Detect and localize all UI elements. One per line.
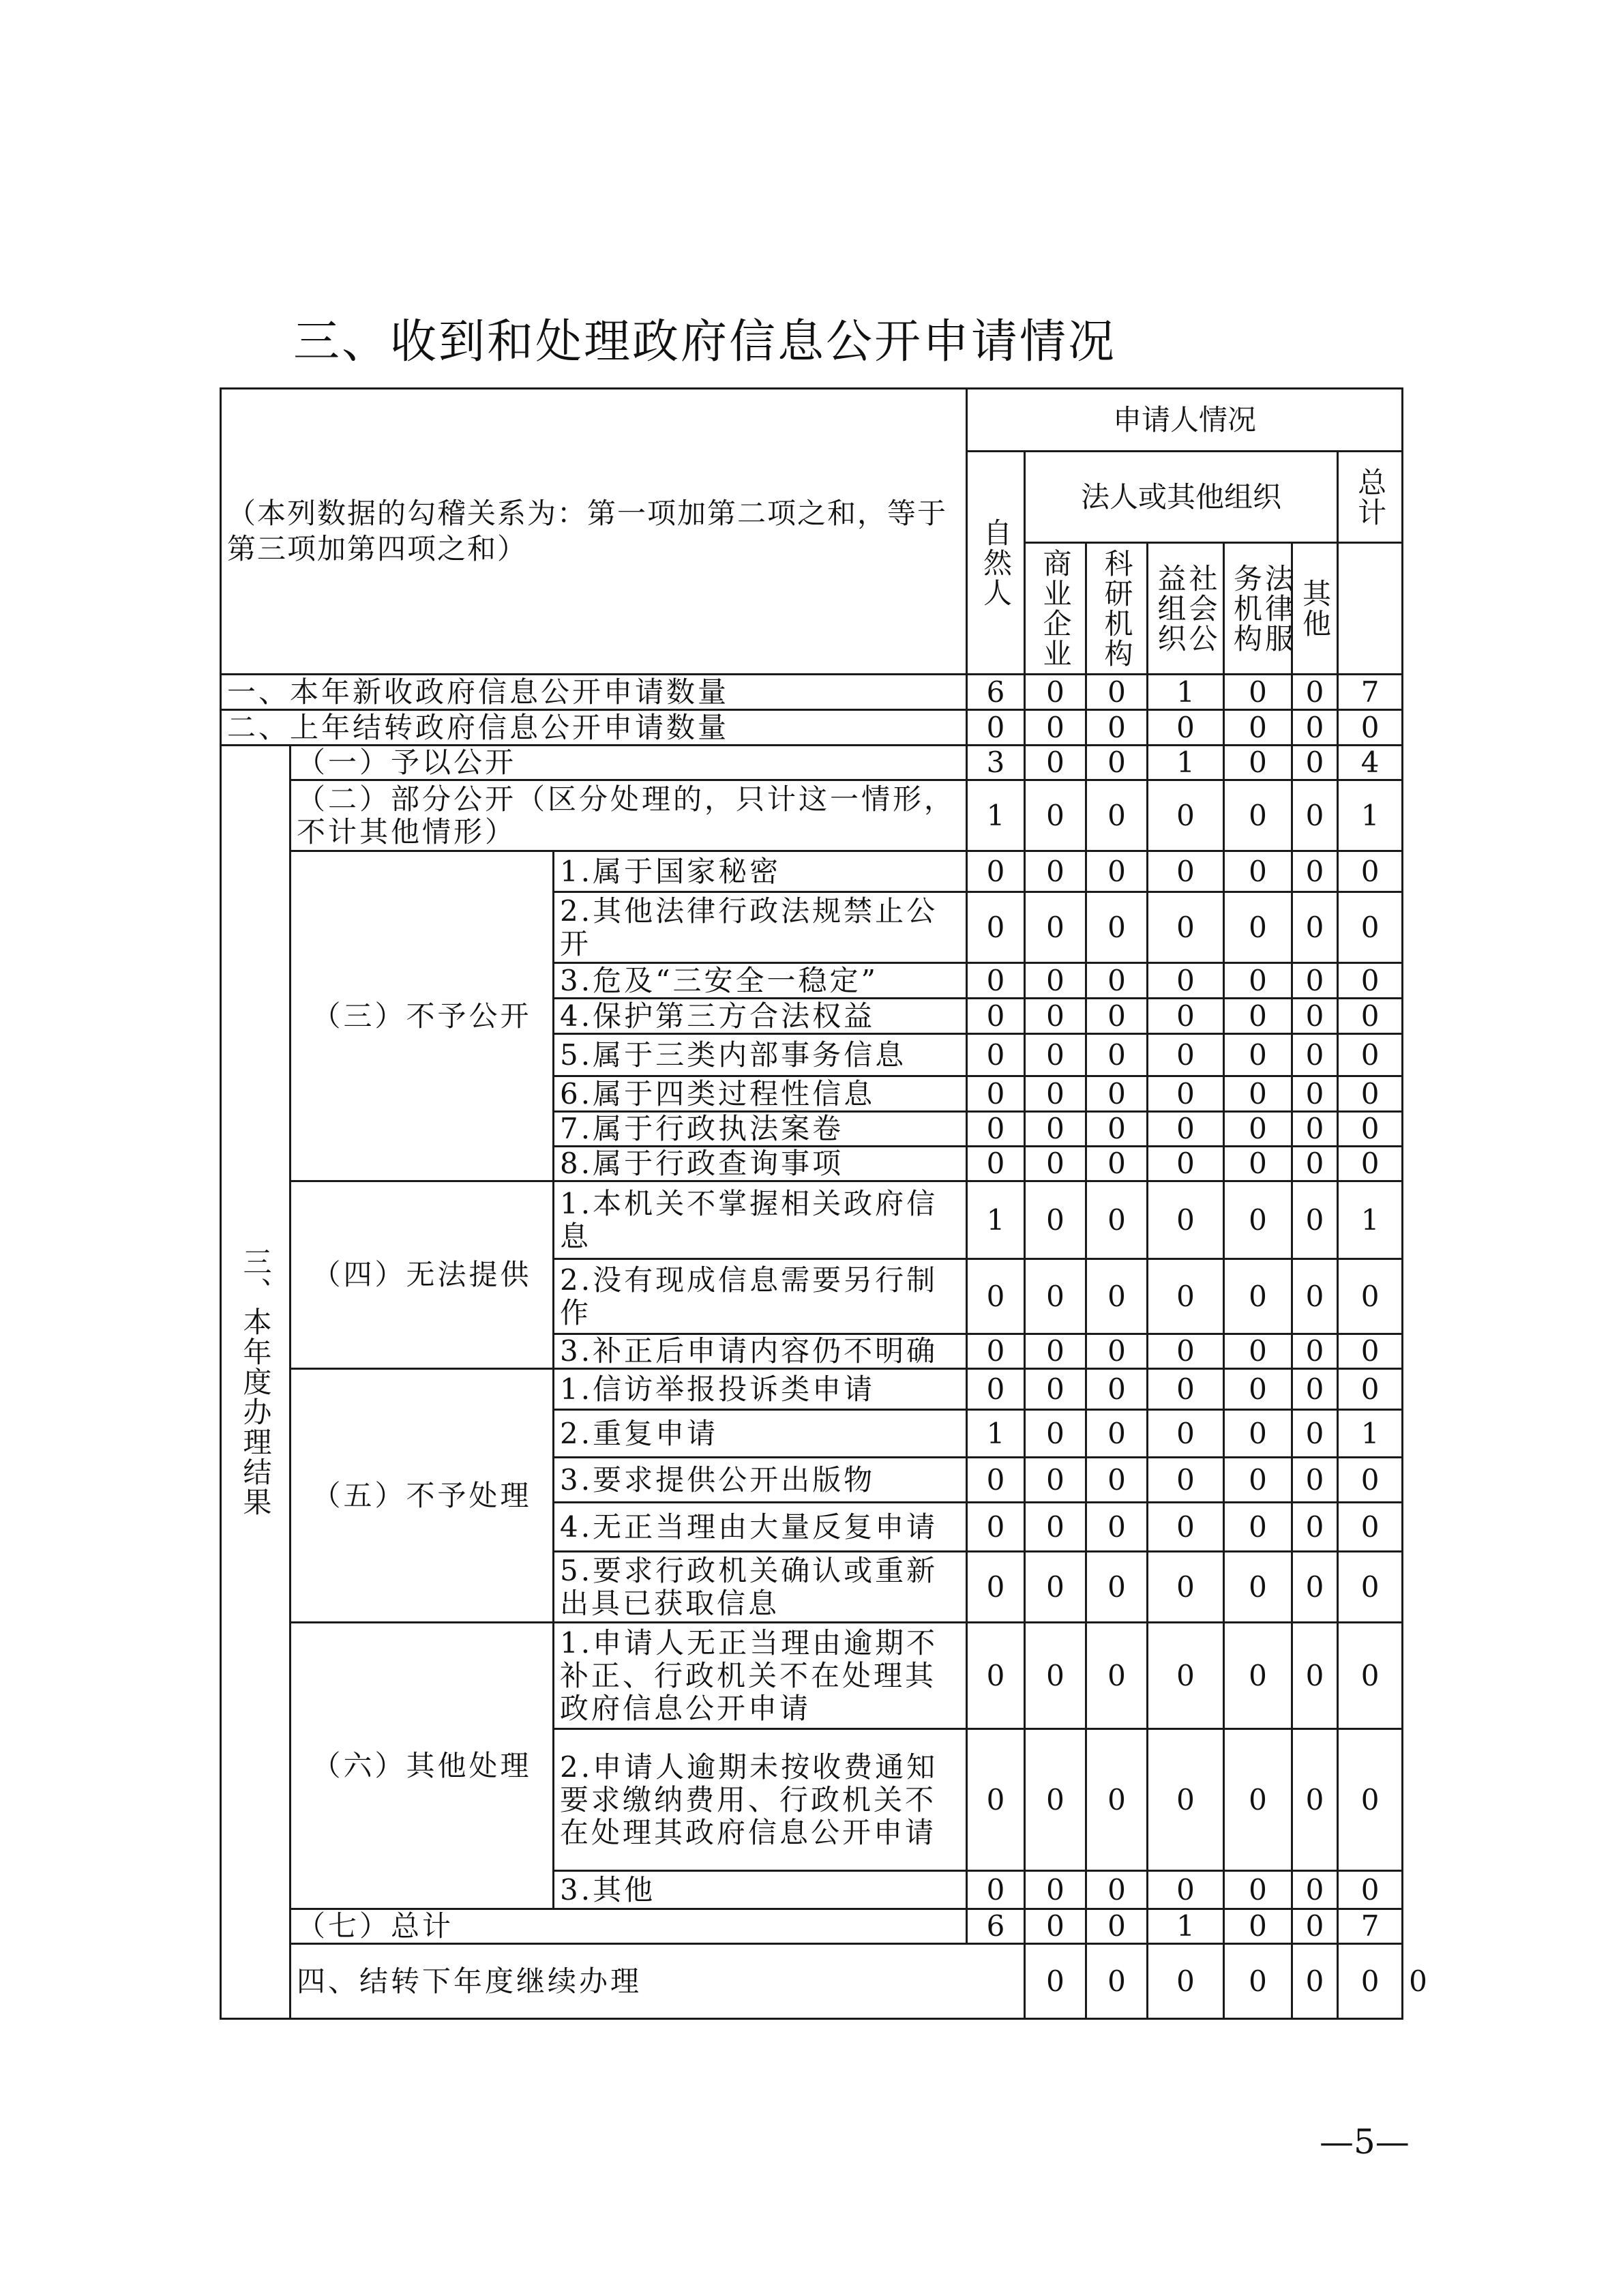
header-research: 科研机构 — [1086, 543, 1148, 675]
row-label: 2.没有现成信息需要另行制作 — [554, 1259, 967, 1334]
table-row: 四、结转下年度继续办理 0 0 0 0 0 0 0 — [221, 1944, 1403, 2019]
row-label: （一）予以公开 — [291, 746, 967, 780]
cell-value: 0 — [1338, 1147, 1403, 1181]
cell-value: 0 — [1025, 999, 1086, 1034]
cell-value: 1 — [1338, 780, 1403, 851]
header-social-welfare: 社会公益组织 — [1148, 543, 1224, 675]
cell-value: 1 — [1148, 1909, 1224, 1944]
cell-value: 0 — [1148, 1181, 1224, 1259]
section-3-label: 三、本年度办理结果 — [221, 746, 291, 2019]
row-label: 5.要求行政机关确认或重新出具已获取信息 — [554, 1552, 967, 1623]
row-label: 1.属于国家秘密 — [554, 851, 967, 892]
cell-value: 0 — [1148, 999, 1224, 1034]
cell-value: 0 — [1025, 1458, 1086, 1503]
cell-value: 0 — [1292, 1944, 1338, 2019]
cell-value: 0 — [1224, 851, 1292, 892]
page-number: —5— — [1320, 2122, 1410, 2162]
cell-value: 0 — [1224, 1034, 1292, 1076]
cell-value: 0 — [1224, 1623, 1292, 1729]
cell-value: 0 — [1086, 1729, 1148, 1871]
cell-value: 0 — [1292, 1909, 1338, 1944]
cell-value: 0 — [1025, 1410, 1086, 1458]
cell-value: 0 — [1148, 1458, 1224, 1503]
cell-value: 0 — [967, 1871, 1025, 1909]
cell-value: 0 — [1086, 1909, 1148, 1944]
cell-value: 0 — [1148, 710, 1224, 746]
cell-value: 0 — [1025, 1259, 1086, 1334]
cell-value: 0 — [1292, 1729, 1338, 1871]
cell-value: 0 — [1338, 963, 1403, 999]
cell-value: 0 — [1224, 1410, 1292, 1458]
cell-value: 0 — [1224, 1112, 1292, 1147]
cell-value: 0 — [967, 1552, 1025, 1623]
cell-value: 0 — [1292, 1623, 1338, 1729]
cell-value: 0 — [1292, 1410, 1338, 1458]
category-label: （三）不予公开 — [291, 851, 554, 1181]
row-label: （七）总计 — [291, 1909, 967, 1944]
cell-value: 0 — [967, 892, 1025, 963]
cell-value: 0 — [967, 1503, 1025, 1552]
cell-value: 0 — [1025, 1944, 1086, 2019]
cell-value: 0 — [1338, 1871, 1403, 1909]
cell-value: 0 — [1292, 851, 1338, 892]
cell-value: 0 — [1224, 1729, 1292, 1871]
cell-value: 0 — [1025, 963, 1086, 999]
cell-value: 0 — [1224, 675, 1292, 710]
row-label: 7.属于行政执法案卷 — [554, 1112, 967, 1147]
cell-value: 0 — [1292, 1369, 1338, 1410]
cell-value: 0 — [967, 1729, 1025, 1871]
cell-value: 0 — [1292, 1112, 1338, 1147]
cell-value: 7 — [1338, 675, 1403, 710]
cell-value: 0 — [1148, 892, 1224, 963]
cell-value: 0 — [1025, 1909, 1086, 1944]
cell-value: 0 — [1338, 1552, 1403, 1623]
table-row — [221, 780, 1403, 851]
cell-value: 0 — [1292, 675, 1338, 710]
cell-value: 0 — [1086, 851, 1148, 892]
cell-value: 0 — [967, 1458, 1025, 1503]
cell-value: 0 — [1148, 780, 1224, 851]
cell-value: 0 — [967, 710, 1025, 746]
cell-value: 0 — [1086, 963, 1148, 999]
cell-value: 0 — [1338, 1944, 1403, 2019]
cell-value: 0 — [1025, 1369, 1086, 1410]
row-label: 1.信访举报投诉类申请 — [554, 1369, 967, 1410]
cell-value: 0 — [1086, 1181, 1148, 1259]
row-label: 3.其他 — [554, 1871, 967, 1909]
cell-value: 0 — [1148, 851, 1224, 892]
cell-value: 0 — [1292, 1334, 1338, 1369]
cell-value: 0 — [1224, 1871, 1292, 1909]
cell-value: 0 — [1025, 1552, 1086, 1623]
cell-value: 0 — [1025, 1147, 1086, 1181]
cell-value: 0 — [1148, 1623, 1224, 1729]
cell-value: 0 — [967, 1034, 1025, 1076]
cell-value: 0 — [1292, 1259, 1338, 1334]
cell-value: 0 — [1086, 1503, 1148, 1552]
row-label: 5.属于三类内部事务信息 — [554, 1034, 967, 1076]
cell-value: 0 — [1292, 1076, 1338, 1112]
cell-value: 0 — [967, 1076, 1025, 1112]
cell-value: 1 — [1338, 1410, 1403, 1458]
cell-value: 0 — [1338, 1369, 1403, 1410]
cell-value: 1 — [967, 1410, 1025, 1458]
cell-value: 1 — [1148, 675, 1224, 710]
row-label: 一、本年新收政府信息公开申请数量 — [221, 675, 967, 710]
cell-value: 0 — [1148, 963, 1224, 999]
cell-value: 0 — [1292, 892, 1338, 963]
header-applicant: 申请人情况 — [967, 389, 1403, 452]
cell-value: 0 — [1224, 1181, 1292, 1259]
category-label: （六）其他处理 — [291, 1623, 554, 1909]
cell-value: 0 — [967, 1147, 1025, 1181]
cell-value: 0 — [1292, 780, 1338, 851]
cell-value: 0 — [1224, 710, 1292, 746]
cell-value: 0 — [1224, 1458, 1292, 1503]
cell-value: 0 — [1292, 1147, 1338, 1181]
cell-value: 1 — [967, 780, 1025, 851]
cell-value: 3 — [967, 746, 1025, 780]
cell-value: 0 — [1338, 1076, 1403, 1112]
cell-value: 0 — [1086, 1034, 1148, 1076]
cell-value: 0 — [1338, 1623, 1403, 1729]
header-other: 其他 — [1292, 543, 1338, 675]
cell-value: 0 — [967, 851, 1025, 892]
cell-value: 0 — [967, 1623, 1025, 1729]
disclosure-table — [220, 387, 1427, 2020]
row-label: 2.重复申请 — [554, 1410, 967, 1458]
cell-value: 0 — [1224, 892, 1292, 963]
cell-value: 0 — [1086, 892, 1148, 963]
table-row — [221, 1909, 1403, 1944]
cell-value: 0 — [1025, 1871, 1086, 1909]
cell-value: 0 — [1224, 780, 1292, 851]
cell-value: 0 — [1086, 1076, 1148, 1112]
cell-value: 0 — [1224, 1076, 1292, 1112]
cell-value: 0 — [1086, 675, 1148, 710]
cell-value: 0 — [1025, 1503, 1086, 1552]
row-label: 2.其他法律行政法规禁止公开 — [554, 892, 967, 963]
cell-value: 0 — [1025, 1623, 1086, 1729]
cell-value: 0 — [1086, 1259, 1148, 1334]
cell-value: 0 — [967, 1259, 1025, 1334]
table-row — [221, 675, 1403, 710]
row-label: 4.无正当理由大量反复申请 — [554, 1503, 967, 1552]
cell-value: 0 — [1292, 963, 1338, 999]
cell-value: 0 — [1148, 1259, 1224, 1334]
cell-value: 0 — [1086, 999, 1148, 1034]
cell-value: 0 — [1086, 1552, 1148, 1623]
cell-value: 1 — [967, 1181, 1025, 1259]
row-label: （二）部分公开（区分处理的，只计这一情形，不计其他情形） — [291, 780, 967, 851]
row-label: 4.保护第三方合法权益 — [554, 999, 967, 1034]
cell-value: 0 — [1148, 1729, 1224, 1871]
cell-value: 0 — [1148, 1552, 1224, 1623]
cell-value: 0 — [1224, 1552, 1292, 1623]
cell-value: 0 — [1224, 746, 1292, 780]
header-note: （本列数据的勾稽关系为：第一项加第二项之和，等于第三项加第四项之和） — [221, 389, 967, 675]
cell-value: 0 — [1338, 710, 1403, 746]
cell-value: 0 — [1292, 1552, 1338, 1623]
cell-value: 0 — [1338, 1334, 1403, 1369]
category-label: （五）不予处理 — [291, 1369, 554, 1623]
row-label: 6.属于四类过程性信息 — [554, 1076, 967, 1112]
row-label: 1.本机关不掌握相关政府信息 — [554, 1181, 967, 1259]
cell-value: 0 — [1148, 1112, 1224, 1147]
cell-value: 0 — [967, 1369, 1025, 1410]
cell-value: 0 — [1338, 851, 1403, 892]
cell-value: 0 — [1086, 1334, 1148, 1369]
cell-value: 0 — [1025, 851, 1086, 892]
cell-value: 0 — [1025, 746, 1086, 780]
cell-value: 0 — [1224, 963, 1292, 999]
cell-value: 0 — [1086, 780, 1148, 851]
row-label: 3.要求提供公开出版物 — [554, 1458, 967, 1503]
header-legal-service: 法律服务机构 — [1224, 543, 1292, 675]
cell-value: 0 — [1292, 1458, 1338, 1503]
cell-value: 7 — [1338, 1909, 1403, 1944]
cell-value: 6 — [967, 675, 1025, 710]
row-label: 3.补正后申请内容仍不明确 — [554, 1334, 967, 1369]
cell-value: 0 — [1025, 1112, 1086, 1147]
row-label: 四、结转下年度继续办理 — [291, 1944, 1025, 2019]
table-row — [221, 1369, 1403, 1410]
cell-value: 0 — [1025, 892, 1086, 963]
header-blank — [1338, 543, 1403, 675]
cell-value: 1 — [1148, 746, 1224, 780]
cell-value: 0 — [1224, 1909, 1292, 1944]
cell-value: 0 — [1086, 1944, 1148, 2019]
cell-value: 0 — [1148, 1944, 1224, 2019]
cell-value: 0 — [1148, 1076, 1224, 1112]
cell-value: 0 — [1148, 1369, 1224, 1410]
cell-value: 0 — [1025, 1729, 1086, 1871]
cell-value: 0 — [1338, 892, 1403, 963]
table-row — [221, 746, 1403, 780]
cell-value: 0 — [1224, 999, 1292, 1034]
cell-value: 0 — [1338, 1034, 1403, 1076]
cell-value: 0 — [1224, 1369, 1292, 1410]
cell-value: 0 — [1086, 1458, 1148, 1503]
cell-value: 0 — [1148, 1871, 1224, 1909]
cell-value: 0 — [1338, 1503, 1403, 1552]
header-legal-entity-group: 法人或其他组织 — [1025, 452, 1338, 543]
cell-value: 0 — [1224, 1334, 1292, 1369]
cell-value: 0 — [1292, 710, 1338, 746]
cell-value: 6 — [967, 1909, 1025, 1944]
cell-value: 0 — [1292, 999, 1338, 1034]
cell-value: 1 — [1338, 1181, 1403, 1259]
cell-value: 0 — [1086, 1369, 1148, 1410]
cell-value: 0 — [1292, 1871, 1338, 1909]
cell-value: 0 — [1025, 710, 1086, 746]
cell-value: 0 — [1148, 1410, 1224, 1458]
cell-value: 0 — [1292, 1181, 1338, 1259]
cell-value: 0 — [1292, 1503, 1338, 1552]
header-total: 总计 — [1338, 452, 1403, 543]
cell-value: 0 — [1148, 1334, 1224, 1369]
header-natural-person: 自然人 — [967, 452, 1025, 675]
row-label: 3.危及“三安全一稳定” — [554, 963, 967, 999]
table-row — [221, 1181, 1403, 1259]
cell-value: 0 — [967, 1334, 1025, 1369]
cell-value: 0 — [1086, 710, 1148, 746]
cell-value: 0 — [1224, 1259, 1292, 1334]
cell-value: 0 — [1148, 1034, 1224, 1076]
page-title: 三、收到和处理政府信息公开申请情况 — [293, 315, 1117, 369]
cell-value: 0 — [1025, 1181, 1086, 1259]
cell-value: 0 — [1025, 1334, 1086, 1369]
cell-value: 0 — [1224, 1503, 1292, 1552]
row-label: 8.属于行政查询事项 — [554, 1147, 967, 1181]
category-label: （四）无法提供 — [291, 1181, 554, 1369]
cell-value: 0 — [1224, 1147, 1292, 1181]
cell-value: 0 — [1338, 1729, 1403, 1871]
cell-value: 0 — [1086, 1871, 1148, 1909]
cell-value: 0 — [1148, 1147, 1224, 1181]
cell-value: 0 — [1338, 999, 1403, 1034]
cell-value: 0 — [1086, 1147, 1148, 1181]
cell-value: 0 — [967, 999, 1025, 1034]
cell-value: 0 — [1086, 1623, 1148, 1729]
table-row — [221, 1623, 1403, 1729]
cell-value: 0 — [1338, 1458, 1403, 1503]
cell-value: 0 — [1025, 1034, 1086, 1076]
cell-value: 0 — [1086, 1410, 1148, 1458]
row-label: 1.申请人无正当理由逾期不补正、行政机关不在处理其政府信息公开申请 — [554, 1623, 967, 1729]
cell-value: 0 — [1148, 1503, 1224, 1552]
cell-value: 0 — [1086, 746, 1148, 780]
table-row — [221, 710, 1403, 746]
cell-value: 0 — [1086, 1112, 1148, 1147]
cell-value: 0 — [1224, 1944, 1292, 2019]
cell-value: 4 — [1338, 746, 1403, 780]
cell-value: 0 — [1025, 675, 1086, 710]
cell-value: 0 — [1338, 1112, 1403, 1147]
row-label: 二、上年结转政府信息公开申请数量 — [221, 710, 967, 746]
cell-value: 0 — [1292, 746, 1338, 780]
table-row — [221, 851, 1403, 892]
cell-value: 0 — [1025, 780, 1086, 851]
header-commercial: 商业企业 — [1025, 543, 1086, 675]
row-label: 2.申请人逾期未按收费通知要求缴纳费用、行政机关不在处理其政府信息公开申请 — [554, 1729, 967, 1871]
cell-value: 0 — [967, 963, 1025, 999]
cell-value: 0 — [1338, 1259, 1403, 1334]
cell-value: 0 — [967, 1112, 1025, 1147]
cell-value: 0 — [1292, 1034, 1338, 1076]
cell-value: 0 — [1025, 1076, 1086, 1112]
